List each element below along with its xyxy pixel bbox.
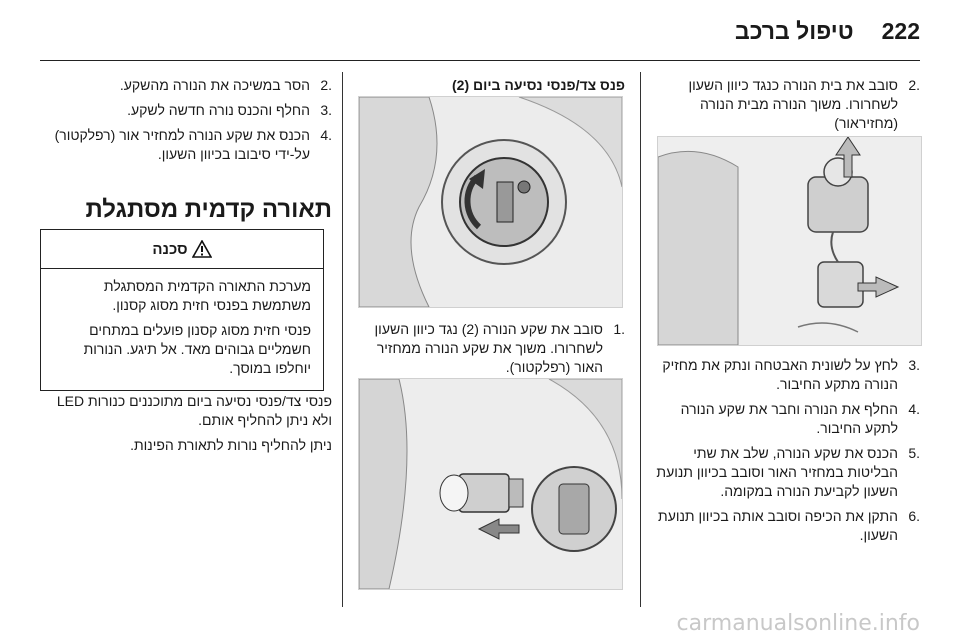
warning-header [41,230,323,269]
item-number: .4 [908,401,920,417]
page-number: 222 [881,18,920,44]
watermark: carmanualsonline.info [676,611,920,636]
list-item [655,444,920,501]
item-number: .5 [908,445,920,461]
list-item [40,76,332,95]
item-text: סובב את שקע הנורה (2) נגד כיוון השעון לשחרורו. משוך את שקע הנורה ממחזיר האור (רפלקטור). [374,321,603,375]
warning-paragraph: מערכת התאורה הקדמית המסתגלת משתמשת בפנסי חזית מסוג קסנון. [103,278,311,313]
list-item [655,400,920,438]
item-text: הכנס את שקע הנורה למחזיר אור (רפלקטור) על-ידי סיבובו בכיוון השעון. [54,127,310,162]
illustration-bulb-holder-removal [657,136,922,346]
item-number: .6 [908,508,920,524]
note-paragraph: ניתן להחליף נורות לתאורת הפינות. [130,437,332,453]
left-column [40,76,332,170]
item-text: הסר במשיכה את הנורה מהשקע. [119,77,310,93]
warning-body [41,269,323,390]
item-text: החלף והכנס נורה חדשה לשקע. [127,102,310,118]
item-number: .3 [908,357,920,373]
item-number: .1 [613,321,625,337]
item-number: .2 [908,77,920,93]
section-title: טיפול ברכב [735,18,854,44]
list-item [655,507,920,545]
item-text: הכנס את שקע הנורה, שלב את שתי הבליטות במחזיר האור וסובב בכיוון תנועת השעון לקביעת הנורה במקומה. [656,445,898,499]
warning-triangle-icon [192,240,212,258]
illustration-bulb-replacement [358,378,623,590]
column-divider-1 [640,72,641,607]
warning-paragraph: פנסי חזית מסוג קסנון פועלים במתחים חשמליים גבוהים מאד. אל תיגע. הנורות יוחלפו במוסך. [83,322,311,376]
illustration-side-light-socket [358,96,623,308]
column-divider-2 [342,72,343,607]
item-text: לחץ על לשונית האבטחה ונתק את מחזיק הנורה מתקע החיבור. [662,357,898,392]
right-column-lower [655,356,920,551]
item-number: .3 [320,102,332,118]
left-column-notes [40,392,332,461]
list-item [40,101,332,120]
middle-column-lower [355,320,625,383]
list-item [655,356,920,394]
warning-heading: סכנה [152,240,188,258]
note-paragraph: פנסי צד/פנסי נסיעה ביום מתוכננים כנורות LED ולא ניתן להחליף אותם. [56,393,332,428]
item-number: .4 [320,127,332,143]
list-item [355,320,625,377]
item-number: .2 [320,77,332,93]
item-text: סובב את בית הנורה כנגד כיוון השעון לשחרורו. משוך הנורה מבית הנורה (מחזיראור) [688,77,898,131]
section-heading-adaptive-lighting: תאורה קדמית מסתגלת [85,196,332,223]
item-text: החלף את הנורה וחבר את שקע הנורה לתקע החיבור. [680,401,898,436]
item-text: התקן את הכיפה וסובב אותה בכיוון תנועת השעון. [658,508,898,543]
list-item [40,126,332,164]
subheading: פנס צד/פנסי נסיעה ביום (2) [452,77,625,93]
danger-warning-box [40,229,324,391]
right-column [655,76,920,139]
header-rule [40,60,920,61]
list-item [655,76,920,133]
